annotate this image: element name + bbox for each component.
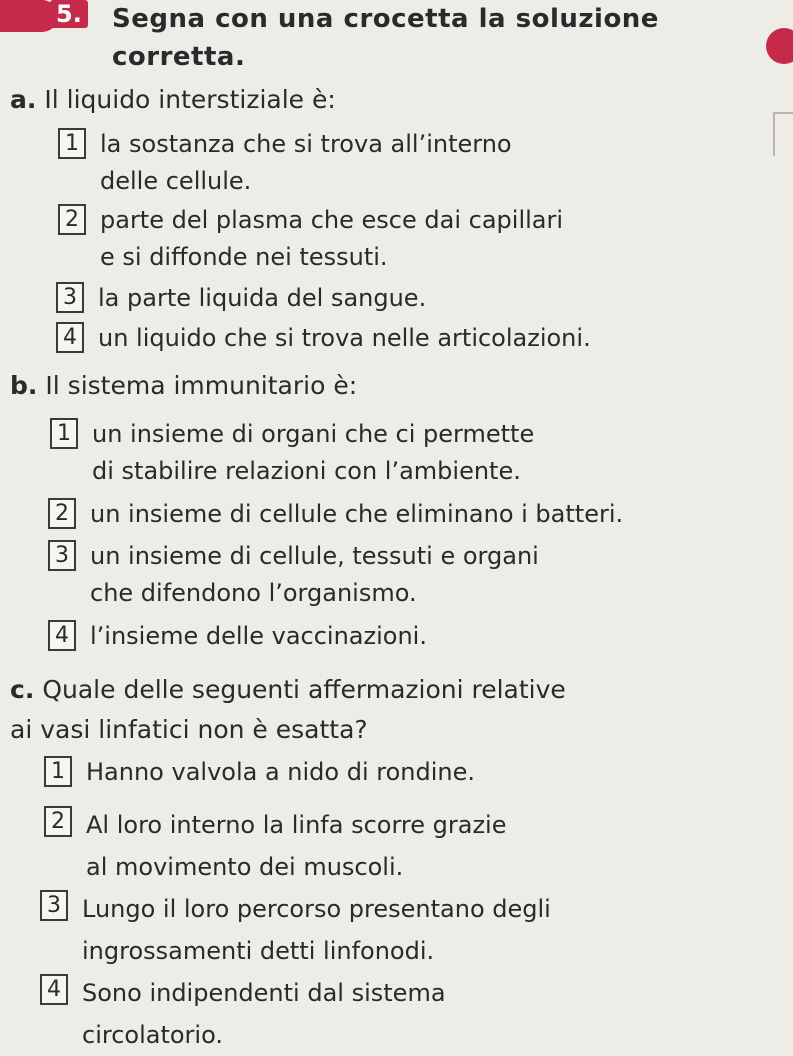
- option-number-box[interactable]: 1: [58, 128, 86, 159]
- question-c-option-2[interactable]: [44, 804, 506, 888]
- option-text: Sono indipendenti dal sistema circolatorio.: [82, 979, 446, 1049]
- decorative-dot: [766, 28, 793, 64]
- option-number-box[interactable]: 3: [48, 540, 76, 571]
- question-c-text: Quale delle seguenti affermazioni relative ai vasi linfatici non è esatta?: [10, 675, 566, 744]
- option-number-box[interactable]: 3: [56, 282, 84, 313]
- option-number-box[interactable]: 1: [50, 418, 78, 449]
- option-number-box[interactable]: 4: [40, 974, 68, 1005]
- question-b-option-3[interactable]: [48, 538, 539, 612]
- question-c-option-3[interactable]: [40, 888, 551, 972]
- question-b-letter: b.: [10, 371, 38, 400]
- instruction-text: Segna con una crocetta la soluzione corretta.: [112, 4, 659, 72]
- exercise-number-badge: 5.: [50, 0, 88, 28]
- option-number-box[interactable]: 2: [58, 204, 86, 235]
- option-text: un insieme di cellule che eliminano i batteri.: [90, 500, 624, 528]
- option-text: Al loro interno la linfa scorre grazie al movimento dei muscoli.: [86, 811, 507, 881]
- question-a-text: Il liquido interstiziale è:: [44, 85, 336, 114]
- question-b-option-1[interactable]: [50, 416, 534, 490]
- option-number-box[interactable]: 1: [44, 756, 72, 787]
- option-text: Hanno valvola a nido di rondine.: [86, 758, 475, 786]
- question-c-option-4[interactable]: [40, 972, 446, 1056]
- option-number-box[interactable]: 2: [44, 806, 72, 837]
- option-text: parte del plasma che esce dai capillari e si diffonde nei tessuti.: [100, 206, 564, 271]
- exercise-instruction: [112, 0, 712, 76]
- question-a: [10, 84, 336, 116]
- option-text: la sostanza che si trova all’interno delle cellule.: [100, 130, 512, 195]
- option-text: Lungo il loro percorso presentano degli ingrossamenti detti linfonodi.: [82, 895, 551, 965]
- margin-mark: [773, 112, 793, 156]
- option-text: un insieme di cellule, tessuti e organi che difendono l’organismo.: [90, 542, 539, 607]
- question-b-option-2[interactable]: [48, 496, 623, 533]
- question-a-option-2[interactable]: [58, 202, 563, 276]
- question-c-option-1[interactable]: [44, 754, 475, 791]
- question-b-option-4[interactable]: [48, 618, 427, 655]
- question-a-option-3[interactable]: [56, 280, 426, 317]
- question-c-letter: c.: [10, 675, 35, 704]
- question-c: [10, 670, 566, 750]
- option-number-box[interactable]: 4: [56, 322, 84, 353]
- question-a-option-4[interactable]: [56, 320, 591, 357]
- option-number-box[interactable]: 3: [40, 890, 68, 921]
- option-number-box[interactable]: 2: [48, 498, 76, 529]
- option-number-box[interactable]: 4: [48, 620, 76, 651]
- question-a-letter: a.: [10, 85, 37, 114]
- option-text: un insieme di organi che ci permette di stabilire relazioni con l’ambiente.: [92, 420, 535, 485]
- option-text: un liquido che si trova nelle articolazioni.: [98, 324, 591, 352]
- option-text: l’insieme delle vaccinazioni.: [90, 622, 427, 650]
- question-b: [10, 370, 357, 402]
- option-text: la parte liquida del sangue.: [98, 284, 427, 312]
- question-a-option-1[interactable]: [58, 126, 512, 200]
- question-b-text: Il sistema immunitario è:: [45, 371, 358, 400]
